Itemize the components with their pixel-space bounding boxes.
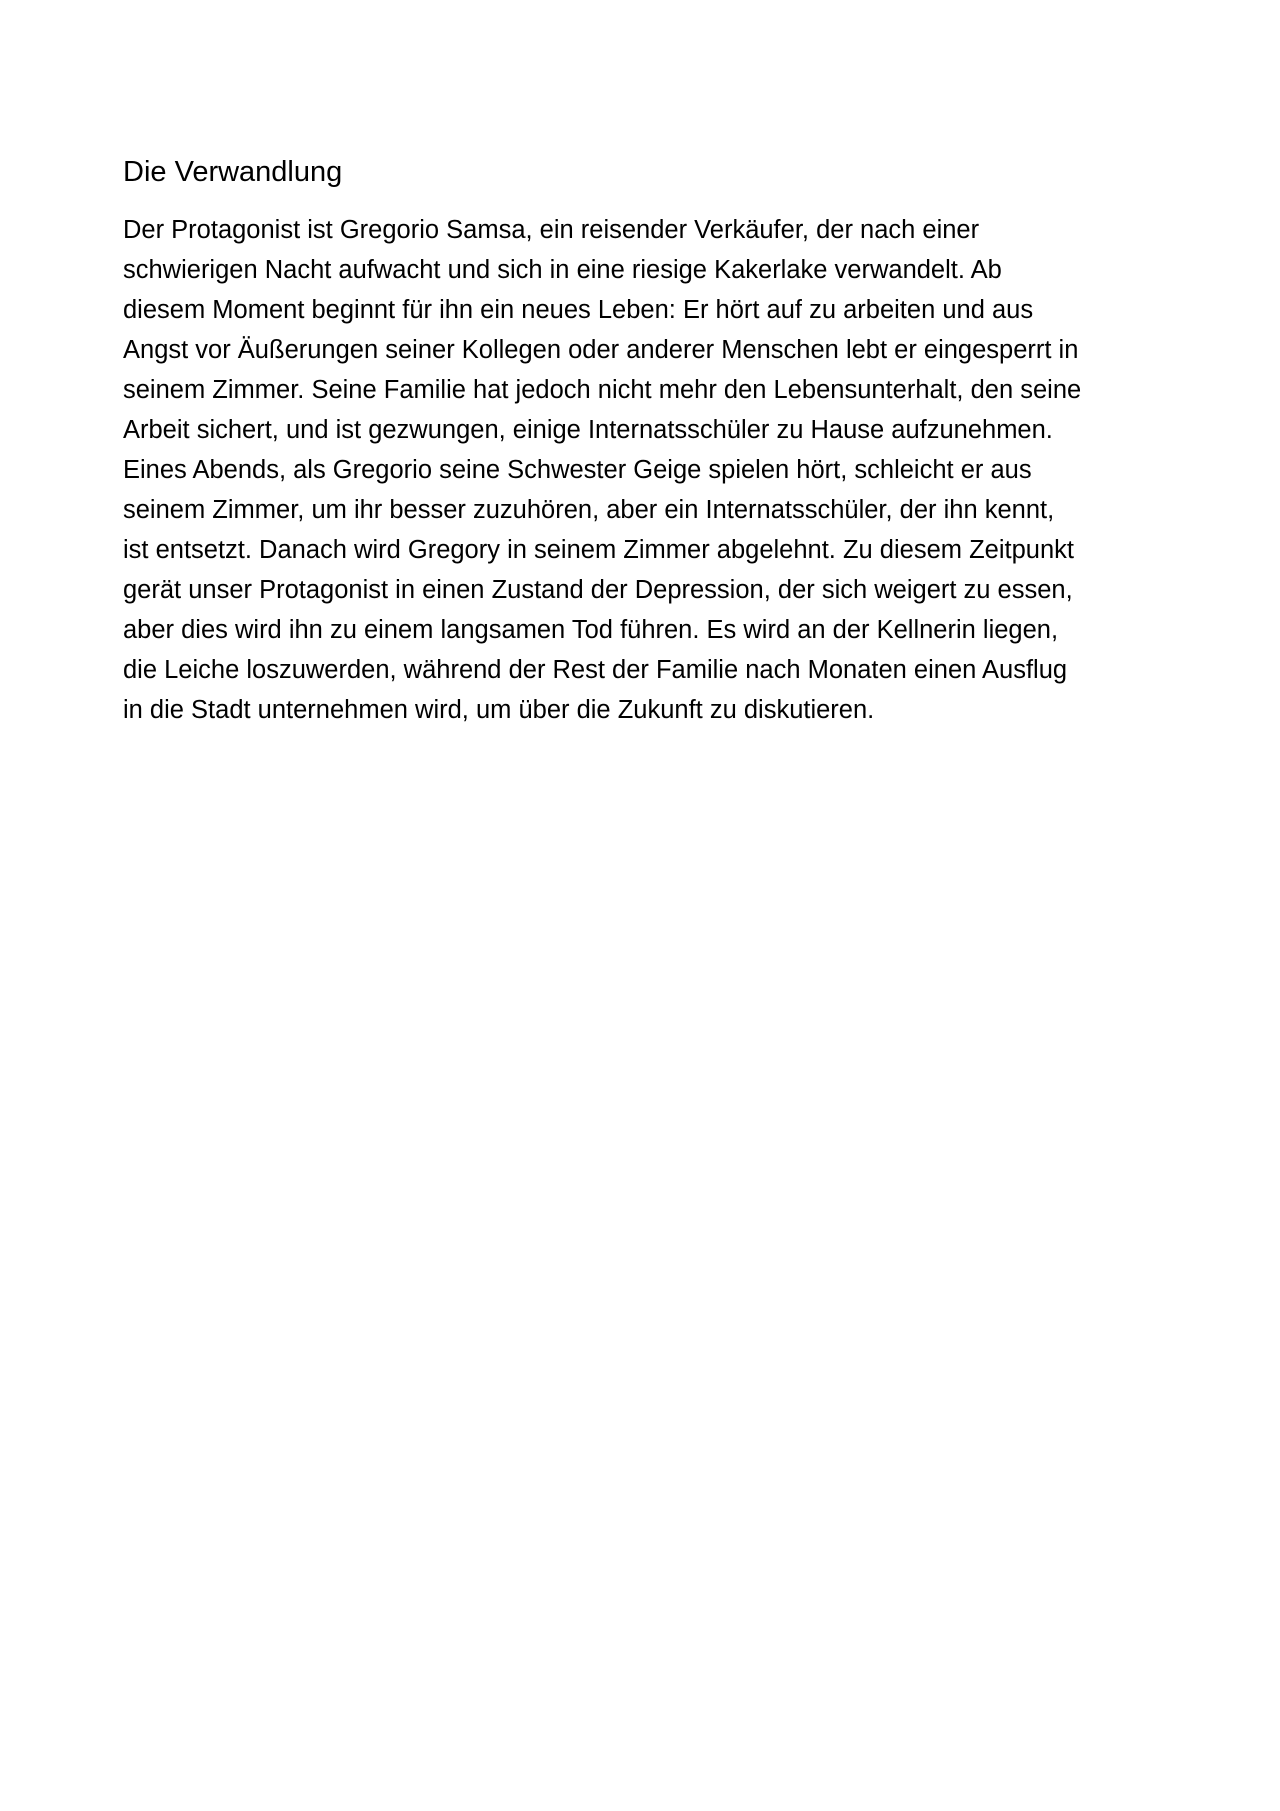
paragraph-line: Angst vor Äußerungen seiner Kollegen oder anderer Menschen lebt er eingesperrt in — [123, 336, 1079, 364]
paragraph-line: in die Stadt unternehmen wird, um über die Zukunft zu diskutieren. — [123, 696, 875, 724]
paragraph-line: aber dies wird ihn zu einem langsamen Tod führen. Es wird an der Kellnerin liegen, — [123, 616, 1059, 644]
document-title: Die Verwandlung — [123, 156, 343, 188]
paragraph-line: seinem Zimmer. Seine Familie hat jedoch nicht mehr den Lebensunterhalt, den seine — [123, 376, 1082, 404]
body-paragraph — [123, 210, 1173, 730]
paragraph-line: gerät unser Protagonist in einen Zustand der Depression, der sich weigert zu essen, — [123, 576, 1073, 604]
paragraph-line: schwierigen Nacht aufwacht und sich in eine riesige Kakerlake verwandelt. Ab — [123, 256, 1002, 284]
paragraph-line: Der Protagonist ist Gregorio Samsa, ein reisender Verkäufer, der nach einer — [123, 216, 980, 244]
paragraph-line: diesem Moment beginnt für ihn ein neues Leben: Er hört auf zu arbeiten und aus — [123, 296, 1034, 324]
paragraph-line: die Leiche loszuwerden, während der Rest der Familie nach Monaten einen Ausflug — [123, 656, 1068, 684]
paragraph-line: Eines Abends, als Gregorio seine Schwester Geige spielen hört, schleicht er aus — [123, 456, 1032, 484]
paragraph-line: ist entsetzt. Danach wird Gregory in seinem Zimmer abgelehnt. Zu diesem Zeitpunkt — [123, 536, 1074, 564]
paragraph-line: seinem Zimmer, um ihr besser zuzuhören, aber ein Internatsschüler, der ihn kennt, — [123, 496, 1055, 524]
paragraph-line: Arbeit sichert, und ist gezwungen, einige Internatsschüler zu Hause aufzunehmen. — [123, 416, 1053, 444]
document-content — [123, 152, 1173, 730]
